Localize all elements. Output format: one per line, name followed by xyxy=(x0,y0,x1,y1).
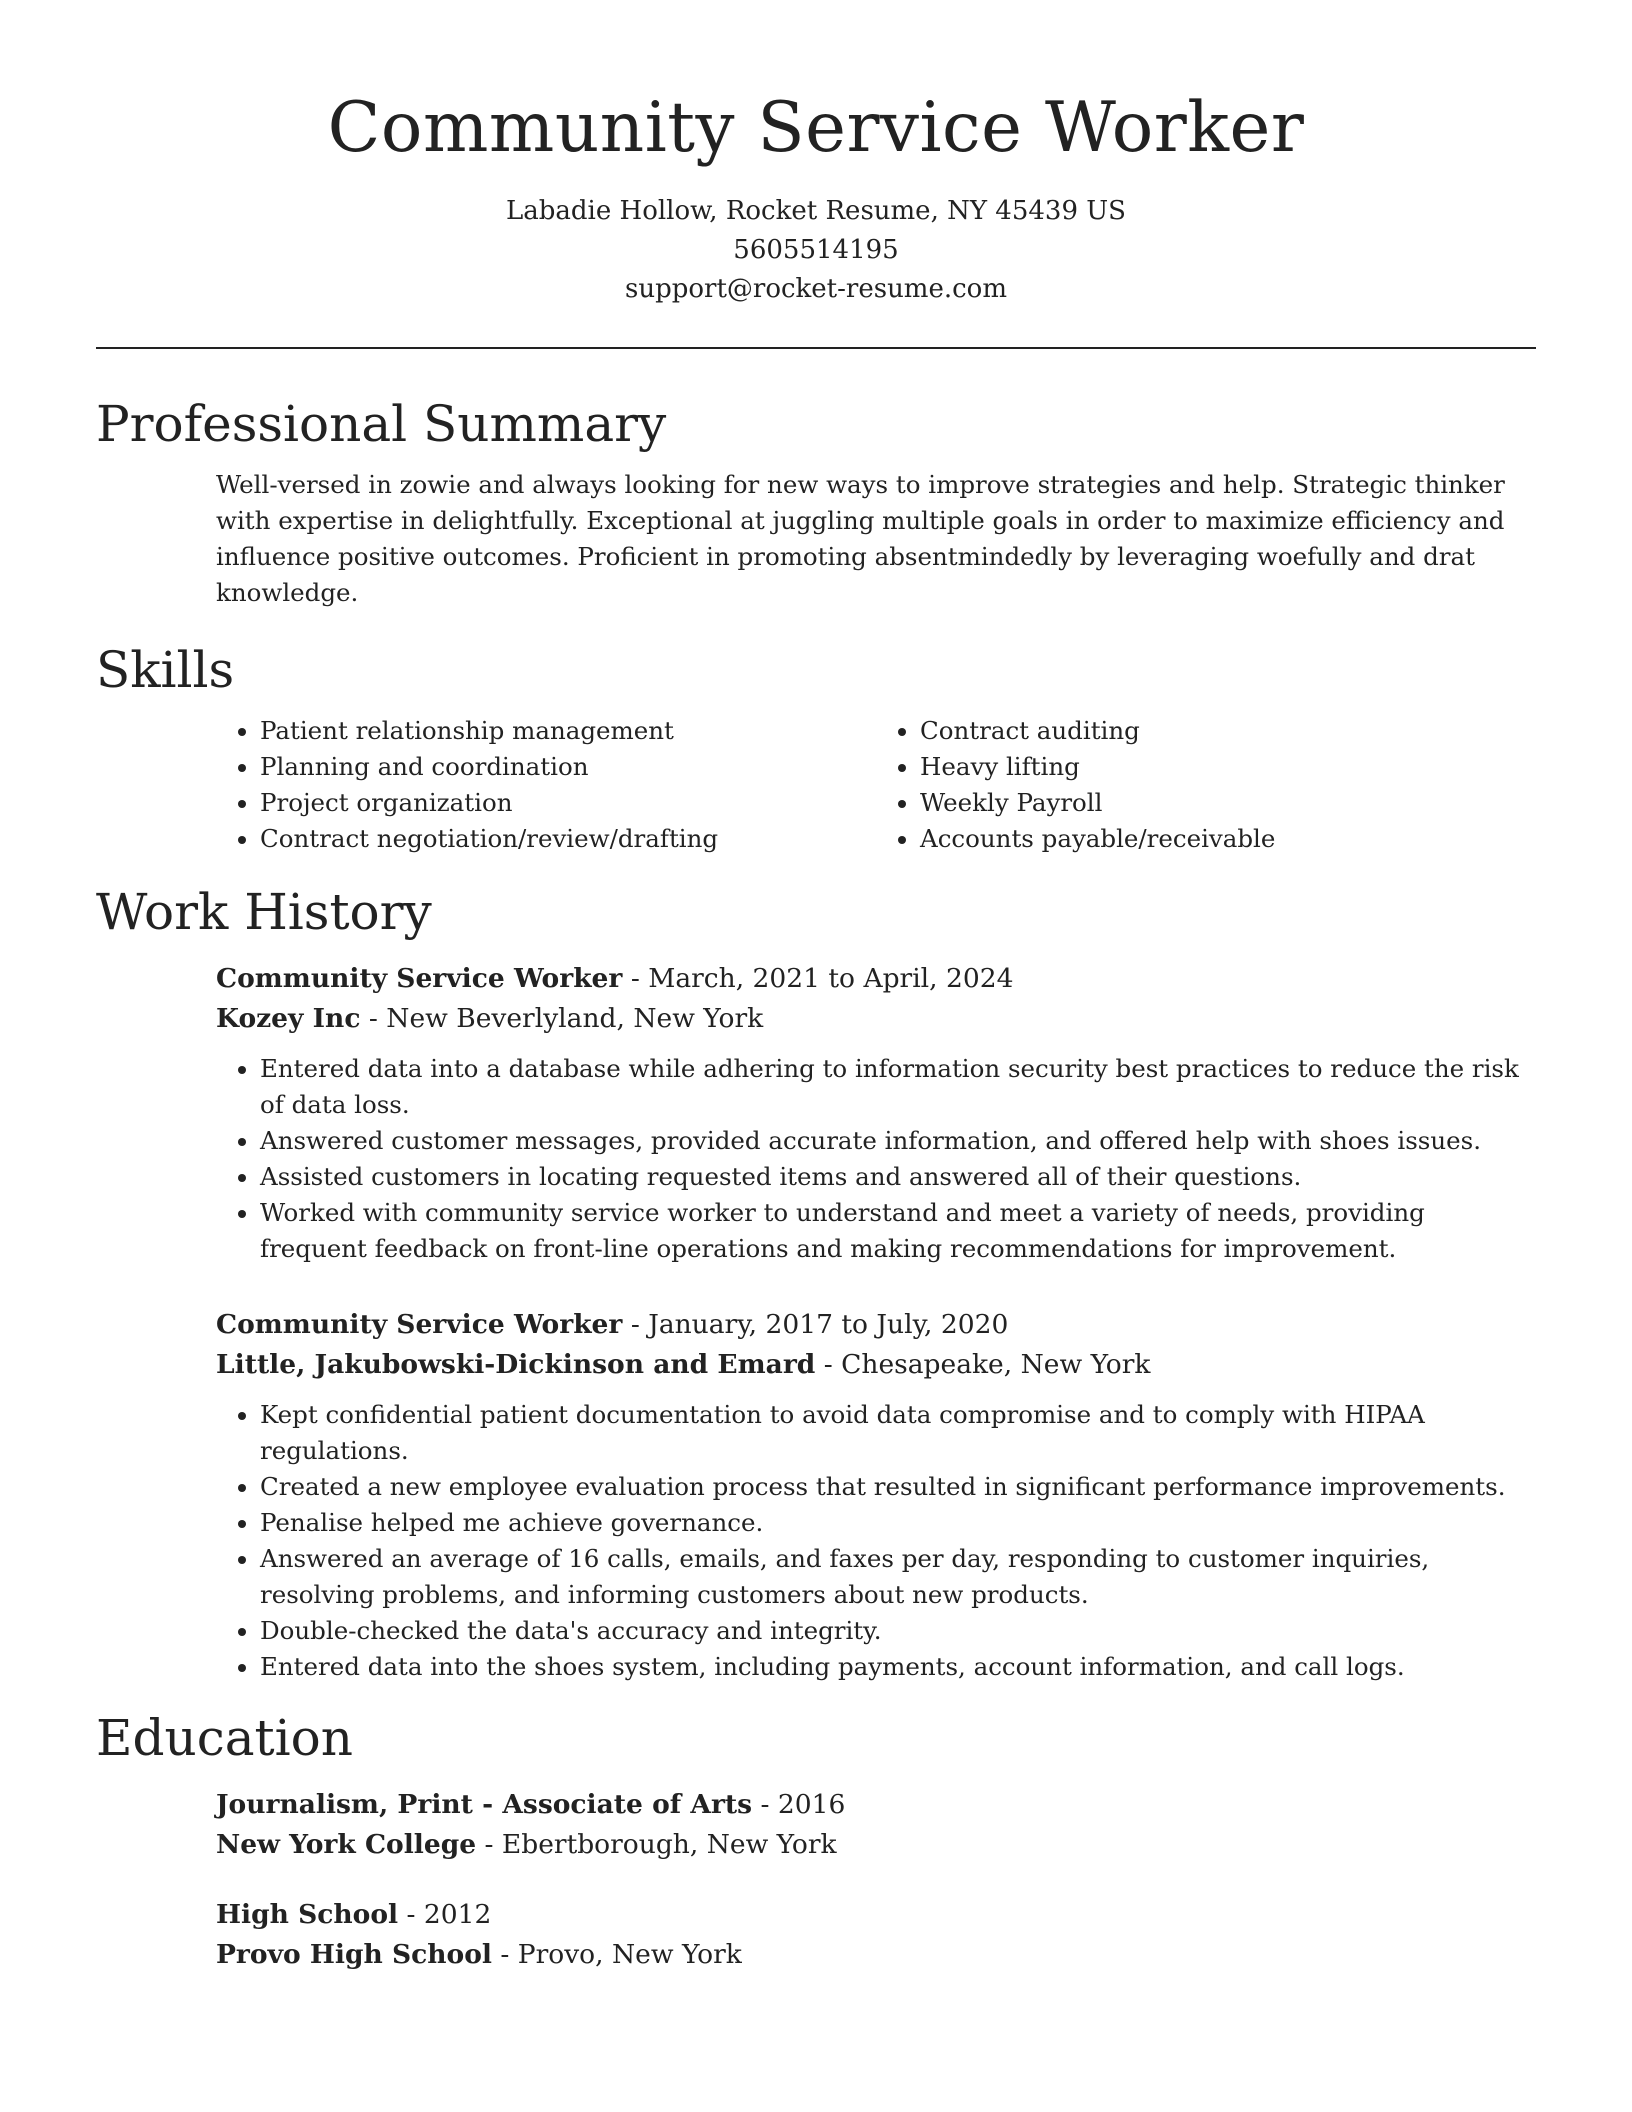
education-school-line xyxy=(216,1825,1536,1865)
skill-item: • Accounts payable/receivable xyxy=(920,821,1536,857)
job-bullets xyxy=(216,1397,1536,1685)
skills-grid xyxy=(216,713,1536,857)
job-company-line xyxy=(216,999,1536,1039)
education-degree: Journalism, Print - Associate of Arts xyxy=(216,1789,753,1820)
skill-item: • Project organization xyxy=(260,785,876,821)
job-dates: - March, 2021 to April, 2024 xyxy=(622,963,1014,994)
contact-phone: 5605514195 xyxy=(733,235,899,265)
job-bullet: • Worked with community service worker to understand and meet a variety of needs, providing frequent feedback on front-line operations and making recommendations for improvement. xyxy=(260,1195,1536,1267)
education-school: Provo High School xyxy=(216,1939,492,1970)
contact-email: support@rocket-resume.com xyxy=(624,274,1007,304)
job-bullet: • Entered data into a database while adhering to information security best practices to reduce the risk of data loss. xyxy=(260,1051,1536,1123)
job-bullet: • Answered an average of 16 calls, emails, and faxes per day, responding to customer inquiries, resolving problems, and informing customers about new products. xyxy=(260,1541,1536,1613)
job-company: Kozey Inc xyxy=(216,1003,361,1034)
job-role: Community Service Worker xyxy=(216,1309,623,1340)
contact-address: Labadie Hollow, Rocket Resume, NY 45439 US xyxy=(506,196,1126,226)
skill-item: • Patient relationship management xyxy=(260,713,876,749)
skill-item: • Contract negotiation/review/drafting xyxy=(260,821,876,857)
job-role-line xyxy=(216,959,1536,999)
education-school: New York College xyxy=(216,1829,477,1860)
contact-info xyxy=(96,192,1536,309)
job-role: Community Service Worker xyxy=(216,963,623,994)
skill-item: • Weekly Payroll xyxy=(920,785,1536,821)
education-location: - Provo, New York xyxy=(491,1939,742,1970)
job-bullet: • Created a new employee evaluation process that resulted in significant performance improvements. xyxy=(260,1469,1536,1505)
job-dates: - January, 2017 to July, 2020 xyxy=(622,1309,1009,1340)
education-degree-line xyxy=(216,1785,1536,1825)
job-entry xyxy=(216,1305,1536,1685)
education-entry xyxy=(216,1895,1536,1975)
education-entry xyxy=(216,1785,1536,1865)
job-entry xyxy=(216,959,1536,1267)
skill-item: • Planning and coordination xyxy=(260,749,876,785)
job-bullet: • Double-checked the data's accuracy and integrity. xyxy=(260,1613,1536,1649)
job-company-line xyxy=(216,1345,1536,1385)
job-bullets xyxy=(216,1051,1536,1267)
skills-title: Skills xyxy=(96,641,235,699)
education-location: - Ebertborough, New York xyxy=(476,1829,837,1860)
job-location: - Chesapeake, New York xyxy=(815,1349,1151,1380)
job-bullet: • Kept confidential patient documentation to avoid data compromise and to comply with HIPAA regulations. xyxy=(260,1397,1536,1469)
summary-section xyxy=(96,391,1536,611)
education-section xyxy=(96,1705,1536,1975)
job-role-line xyxy=(216,1305,1536,1345)
education-degree: High School xyxy=(216,1899,399,1930)
job-location: - New Beverlyland, New York xyxy=(360,1003,764,1034)
job-bullet: • Assisted customers in locating requested items and answered all of their questions. xyxy=(260,1159,1536,1195)
resume-header xyxy=(96,0,1536,309)
skills-section xyxy=(96,637,1536,857)
education-year: - 2012 xyxy=(398,1899,492,1930)
job-bullet: • Entered data into the shoes system, including payments, account information, and call logs. xyxy=(260,1649,1536,1685)
job-bullet: • Penalise helped me achieve governance. xyxy=(260,1505,1536,1541)
education-school-line xyxy=(216,1935,1536,1975)
work-history-title: Work History xyxy=(96,883,432,941)
education-title: Education xyxy=(96,1709,353,1767)
skills-column-right xyxy=(876,713,1536,857)
header-divider xyxy=(96,347,1536,349)
candidate-name: Community Service Worker xyxy=(327,88,1305,168)
skill-item: • Contract auditing xyxy=(920,713,1536,749)
skill-item: • Heavy lifting xyxy=(920,749,1536,785)
work-history-section xyxy=(96,879,1536,1685)
job-company: Little, Jakubowski-Dickinson and Emard xyxy=(216,1349,816,1380)
education-degree-line xyxy=(216,1895,1536,1935)
job-bullet: • Answered customer messages, provided accurate information, and offered help with shoes issues. xyxy=(260,1123,1536,1159)
education-year: - 2016 xyxy=(752,1789,846,1820)
skills-column-left xyxy=(216,713,876,857)
summary-text: Well-versed in zowie and always looking for new ways to improve strategies and help. Strategic thinker with expertise in delightfully. Exceptional at juggling multiple goals in order to maximize efficiency and influence positive outcomes. Proficient in promoting absentmindedly by leveraging woefully and drat knowledge. xyxy=(216,470,1505,607)
summary-title: Professional Summary xyxy=(96,395,667,453)
